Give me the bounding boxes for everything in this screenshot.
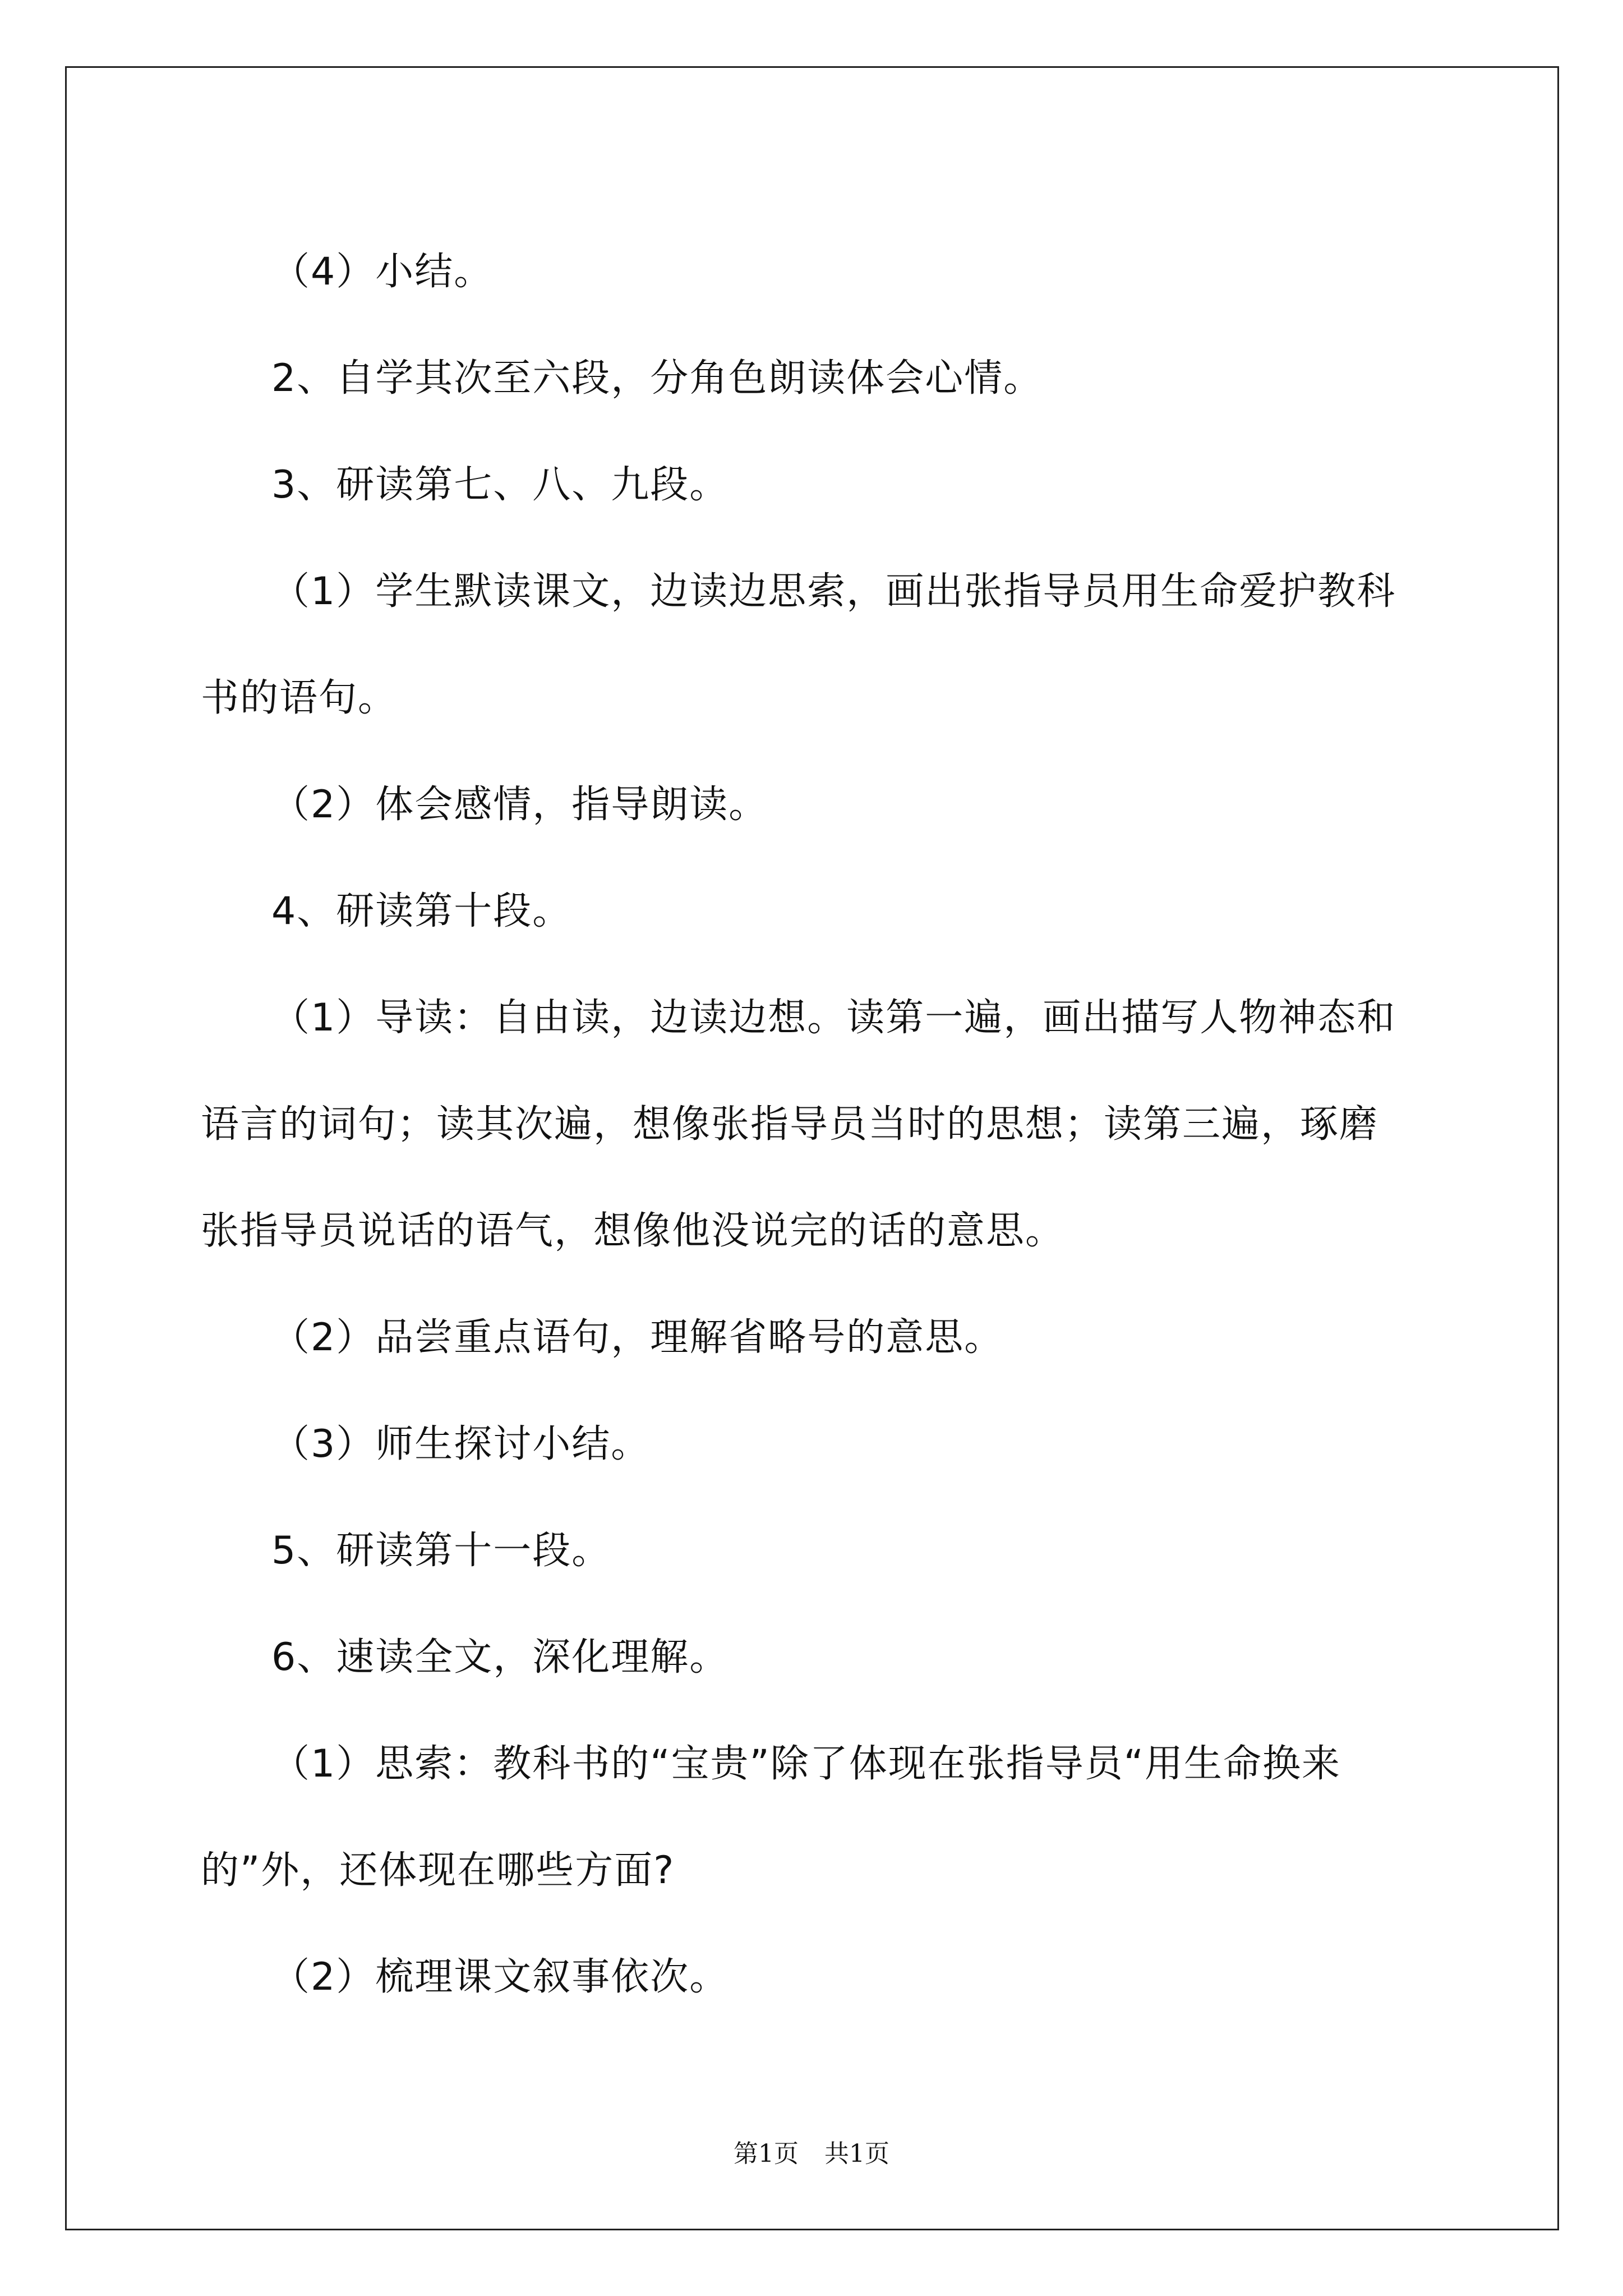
paragraph: （1）思索：教科书的“宝贵”除了体现在张指导员“用生命换来 [271, 1742, 1341, 1786]
paragraph: 3、研读第七、八、九段。 [271, 463, 729, 507]
paragraph: （2）品尝重点语句，理解省略号的意思。 [271, 1315, 1004, 1360]
paragraph-continuation: 张指导员说话的语气，想像他没说完的话的意思。 [201, 1209, 1065, 1253]
paragraph: 2、自学其次至六段，分角色朗读体会心情。 [271, 356, 1043, 401]
page-total: 共1页 [824, 2139, 889, 2168]
paragraph: （4）小结。 [271, 250, 494, 294]
paragraph: （2）体会感情，指导朗读。 [271, 783, 768, 827]
page-number: 第1页 [734, 2139, 799, 2168]
paragraph: （1）导读：自由读，边读边想。读第一遍，画出描写人物神态和 [271, 996, 1396, 1040]
paragraph: 6、速读全文，深化理解。 [271, 1635, 729, 1680]
paragraph: 4、研读第十段。 [271, 889, 572, 933]
paragraph-continuation: 语言的词句；读其次遍，想像张指导员当时的思想；读第三遍，琢磨 [201, 1102, 1379, 1147]
document-body [201, 219, 1435, 2031]
page-footer [0, 2133, 1623, 2169]
paragraph: （1）学生默读课文，边读边思索，画出张指导员用生命爱护教科 [271, 569, 1396, 614]
paragraph: （2）梳理课文叙事依次。 [271, 1955, 729, 1999]
paragraph-continuation: 书的语句。 [201, 676, 398, 720]
paragraph: 5、研读第十一段。 [271, 1529, 611, 1573]
paragraph: （3）师生探讨小结。 [271, 1422, 651, 1466]
paragraph-continuation: 的”外，还体现在哪些方面? [201, 1848, 675, 1893]
